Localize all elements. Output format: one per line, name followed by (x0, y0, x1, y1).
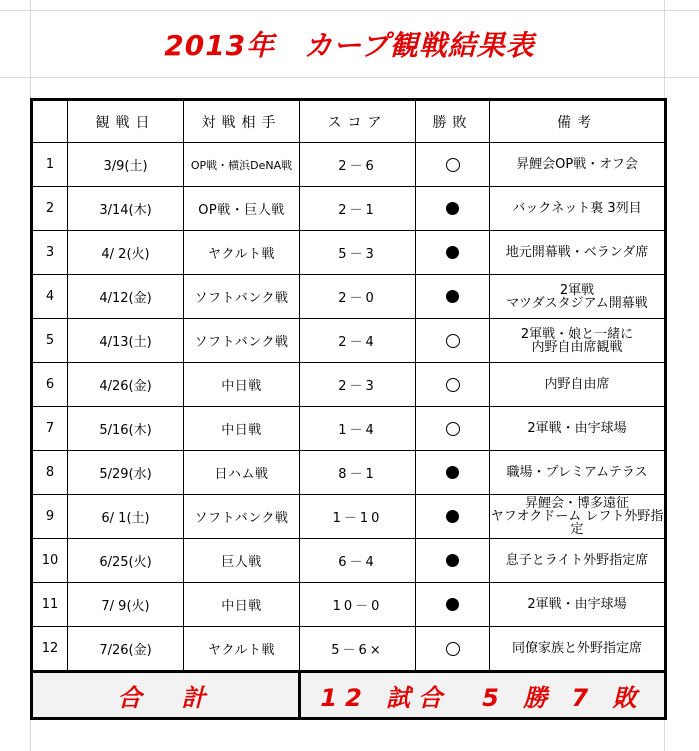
row-opponent: ソフトバンク戦 (184, 495, 300, 539)
header-opponent: 対戦相手 (184, 100, 300, 143)
row-opponent: 中日戦 (184, 407, 300, 451)
header-score: スコア (300, 100, 416, 143)
row-opponent: ソフトバンク戦 (184, 319, 300, 363)
note-line: 2軍戦 (559, 282, 595, 298)
note-line: 昇鯉会・博多遠征 (524, 496, 629, 511)
page-title: 2013年 カープ観戦結果表 (164, 29, 535, 62)
row-date: 3/14(木) (68, 187, 184, 231)
row-opponent: 中日戦 (184, 583, 300, 627)
row-opponent: ヤクルト戦 (184, 231, 300, 275)
table-row (32, 275, 666, 319)
row-note (490, 187, 666, 231)
row-date: 6/ 1(土) (68, 495, 184, 539)
header-result: 勝敗 (416, 100, 490, 143)
row-opponent: ヤクルト戦 (184, 627, 300, 672)
note-line: ヤフオクドーム レフト外野指 (490, 509, 664, 524)
note-line: バックネット裏 3列目 (512, 201, 642, 216)
note-line: 内野自由席観戦 (531, 339, 623, 355)
filled-circle-icon (446, 466, 459, 479)
row-date: 4/ 2(火) (68, 231, 184, 275)
open-circle-icon (446, 422, 460, 436)
note-line: 同僚家族と外野指定席 (511, 641, 642, 656)
row-result (416, 407, 490, 451)
row-number: 7 (32, 407, 68, 451)
row-note (490, 539, 666, 583)
sheet-gridline (0, 77, 699, 78)
row-date: 7/ 9(火) (68, 583, 184, 627)
open-circle-icon (446, 158, 460, 172)
row-note (490, 583, 666, 627)
row-score: 2－3 (300, 363, 416, 407)
filled-circle-icon (446, 290, 459, 303)
note-line: マツダスタジアム開幕戦 (506, 295, 648, 311)
filled-circle-icon (446, 554, 459, 567)
open-circle-icon (446, 642, 460, 656)
row-opponent: 中日戦 (184, 363, 300, 407)
row-opponent: 巨人戦 (184, 539, 300, 583)
row-result (416, 275, 490, 319)
row-result (416, 583, 490, 627)
row-result (416, 231, 490, 275)
note-line: 定 (570, 522, 584, 537)
row-score: 6－4 (300, 539, 416, 583)
table-row (32, 363, 666, 407)
note-line: 地元開幕戦・ベランダ席 (505, 245, 649, 260)
total-row (32, 672, 666, 719)
row-opponent: OP戦・巨人戦 (184, 187, 300, 231)
row-note (490, 275, 666, 319)
sheet-gridline (0, 10, 699, 11)
row-result (416, 627, 490, 672)
table-row (32, 143, 666, 187)
total-label: 合 計 (32, 672, 300, 719)
row-score: 8－1 (300, 451, 416, 495)
table-row (32, 539, 666, 583)
note-line: 職場・プレミアムテラス (506, 465, 648, 480)
row-date: 5/29(水) (68, 451, 184, 495)
row-date: 7/26(金) (68, 627, 184, 672)
row-date: 5/16(木) (68, 407, 184, 451)
row-number: 9 (32, 495, 68, 539)
row-number: 12 (32, 627, 68, 672)
row-number: 11 (32, 583, 68, 627)
filled-circle-icon (446, 246, 459, 259)
header-date: 観戦日 (68, 100, 184, 143)
row-number: 1 (32, 143, 68, 187)
row-note (490, 319, 666, 363)
row-result (416, 319, 490, 363)
row-note (490, 495, 666, 539)
row-note (490, 363, 666, 407)
row-result (416, 187, 490, 231)
open-circle-icon (446, 378, 460, 392)
row-note (490, 407, 666, 451)
note-line: 2軍戦・由宇球場 (527, 421, 627, 436)
row-result (416, 495, 490, 539)
row-score: 1－10 (300, 495, 416, 539)
note-line: 2軍戦・由宇球場 (527, 597, 627, 612)
row-score: 10－0 (300, 583, 416, 627)
row-note (490, 231, 666, 275)
row-opponent: 日ハム戦 (184, 451, 300, 495)
total-summary: 12 試合 5 勝 7 敗 (300, 672, 666, 719)
row-score: 5－6× (300, 627, 416, 672)
filled-circle-icon (446, 202, 459, 215)
note-line: 昇鯉会OP戦・オフ会 (516, 157, 638, 172)
row-date: 4/13(土) (68, 319, 184, 363)
open-circle-icon (446, 334, 460, 348)
row-result (416, 539, 490, 583)
note-line: 2軍戦・娘と一緒に (520, 326, 634, 342)
filled-circle-icon (446, 510, 459, 523)
row-score: 5－3 (300, 231, 416, 275)
row-number: 5 (32, 319, 68, 363)
header-row (32, 100, 666, 143)
note-line: 内野自由席 (544, 377, 610, 392)
results-table (30, 98, 667, 720)
row-note (490, 143, 666, 187)
row-date: 3/9(土) (68, 143, 184, 187)
row-number: 10 (32, 539, 68, 583)
row-result (416, 143, 490, 187)
table-row (32, 495, 666, 539)
table-row (32, 583, 666, 627)
table-row (32, 451, 666, 495)
row-score: 2－6 (300, 143, 416, 187)
row-opponent: ソフトバンク戦 (184, 275, 300, 319)
table-row (32, 187, 666, 231)
row-number: 8 (32, 451, 68, 495)
header-no (32, 100, 68, 143)
row-note (490, 451, 666, 495)
table-row (32, 407, 666, 451)
row-score: 2－1 (300, 187, 416, 231)
note-line: 息子とライト外野指定席 (505, 553, 649, 568)
row-date: 6/25(火) (68, 539, 184, 583)
table-row (32, 231, 666, 275)
row-date: 4/26(金) (68, 363, 184, 407)
row-date: 4/12(金) (68, 275, 184, 319)
table-row (32, 319, 666, 363)
row-score: 2－4 (300, 319, 416, 363)
row-opponent: OP戦・横浜DeNA戦 (184, 143, 300, 187)
row-result (416, 451, 490, 495)
row-number: 4 (32, 275, 68, 319)
header-note: 備考 (490, 100, 666, 143)
row-note (490, 627, 666, 672)
filled-circle-icon (446, 598, 459, 611)
row-number: 6 (32, 363, 68, 407)
row-score: 2－0 (300, 275, 416, 319)
row-result (416, 363, 490, 407)
table-row (32, 627, 666, 672)
row-number: 2 (32, 187, 68, 231)
row-number: 3 (32, 231, 68, 275)
row-score: 1－4 (300, 407, 416, 451)
